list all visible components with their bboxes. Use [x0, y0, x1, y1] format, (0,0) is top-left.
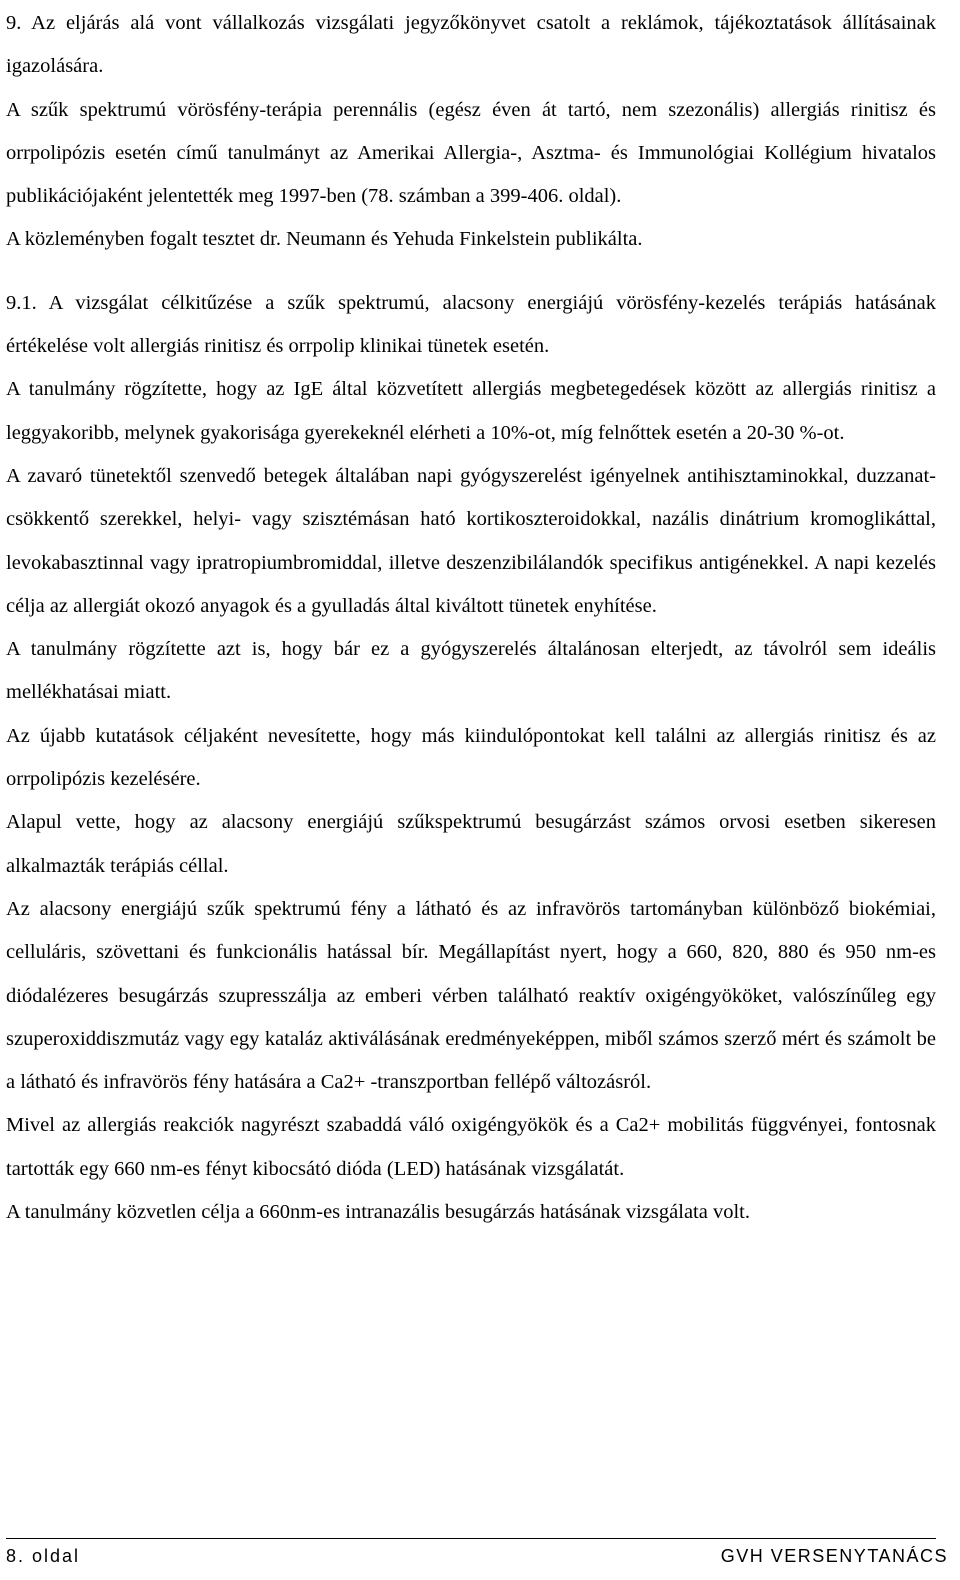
paragraph: A zavaró tünetektől szenvedő betegek általában napi gyógyszerelést igényelnek antihisztaminokkal, duzzanat-csökkentő szerekkel, helyi- vagy szisztémásan ható kortikoszteroidokkal, nazális dinátrium kromoglikáttal, levokabasztinnal vagy ipratropiumbromiddal, illetve deszenzibilálandók specifikus antigénekkel. A napi kezelés célja az allergiát okozó anyagok és a gyulladás által kiváltott tünetek enyhítése. — [6, 464, 936, 617]
paragraph: A tanulmány rögzítette azt is, hogy bár ez a gyógyszerelés általánosan elterjedt, az távolról sem ideális mellékhatásai miatt. — [6, 638, 936, 704]
paragraph: 9.1. A vizsgálat célkitűzése a szűk spektrumú, alacsony energiájú vörösfény-kezelés terápiás hatásának értékelése volt allergiás rinitisz és orrpolip klinikai tünetek esetén. — [6, 291, 936, 358]
section-heading — [6, 2, 936, 89]
page-number: 8. oldal — [6, 1546, 81, 1566]
paragraph: A tanulmány közvetlen célja a 660nm-es intranazális besugárzás hatásának vizsgálata volt. — [6, 1201, 750, 1224]
paragraph: Mivel az allergiás reakciók nagyrészt szabaddá váló oxigéngyökök és a Ca2+ mobilitás függvényei, fontosnak tartották egy 660 nm-es fényt kibocsátó dióda (LED) hatásának vizsgálatát. — [6, 1114, 936, 1180]
organization-name: GVH VERSENYTANÁCS — [720, 1546, 948, 1566]
paragraph: Alapul vette, hogy az alacsony energiájú szűkspektrumú besugárzást számos orvosi esetben sikeresen alkalmazták terápiás céllal. — [6, 811, 936, 877]
page-footer — [6, 1538, 948, 1566]
paragraph-gap — [6, 262, 936, 282]
section-number: 9. — [6, 12, 22, 34]
document-body — [6, 2, 936, 1234]
paragraph: A közleményben fogalt tesztet dr. Neumann és Yehuda Finkelstein publikálta. — [6, 228, 643, 251]
paragraph: Az alacsony energiájú szűk spektrumú fény a látható és az infravörös tartományban különböző biokémiai, celluláris, szövettani és funkcionális hatással bír. Megállapítást nyert, hogy a 660, 820, 880 és 950 nm-es diódalézeres besugárzás szupresszálja az emberi vérben található reaktív oxigéngyököket, valószínűleg egy szuperoxiddiszmutáz vagy egy kataláz aktiválásának eredményeképpen, miből számos szerző mért és számolt be a látható és infravörös fény hatására a Ca2+ -transzportban fellépő változásról. — [6, 897, 936, 1094]
paragraph: A tanulmány rögzítette, hogy az IgE által közvetített allergiás megbetegedések között az allergiás rinitisz a leggyakoribb, melynek gyakorisága gyerekeknél elérheti a 10%-ot, míg felnőttek esetén a 20-30 %-ot. — [6, 378, 936, 444]
paragraph: Az újabb kutatások céljaként nevesítette, hogy más kiindulópontokat kell találni az allergiás rinitisz és az orrpolipózis kezelésére. — [6, 724, 936, 791]
paragraph: A szűk spektrumú vörösfény-terápia perennális (egész éven át tartó, nem szezonális) allergiás rinitisz és orrpolipózis esetén című tanulmányt az Amerikai Allergia-, Asztma- és Immunológiai Kollégium hivatalos publikációjaként jelentették meg 1997-ben (78. számban a 399-406. oldal). — [6, 98, 936, 208]
section-heading-text: Az eljárás alá vont vállalkozás vizsgálati jegyzőkönyvet csatolt a reklámok, tájékoztatások állításainak igazolására. — [6, 12, 936, 78]
